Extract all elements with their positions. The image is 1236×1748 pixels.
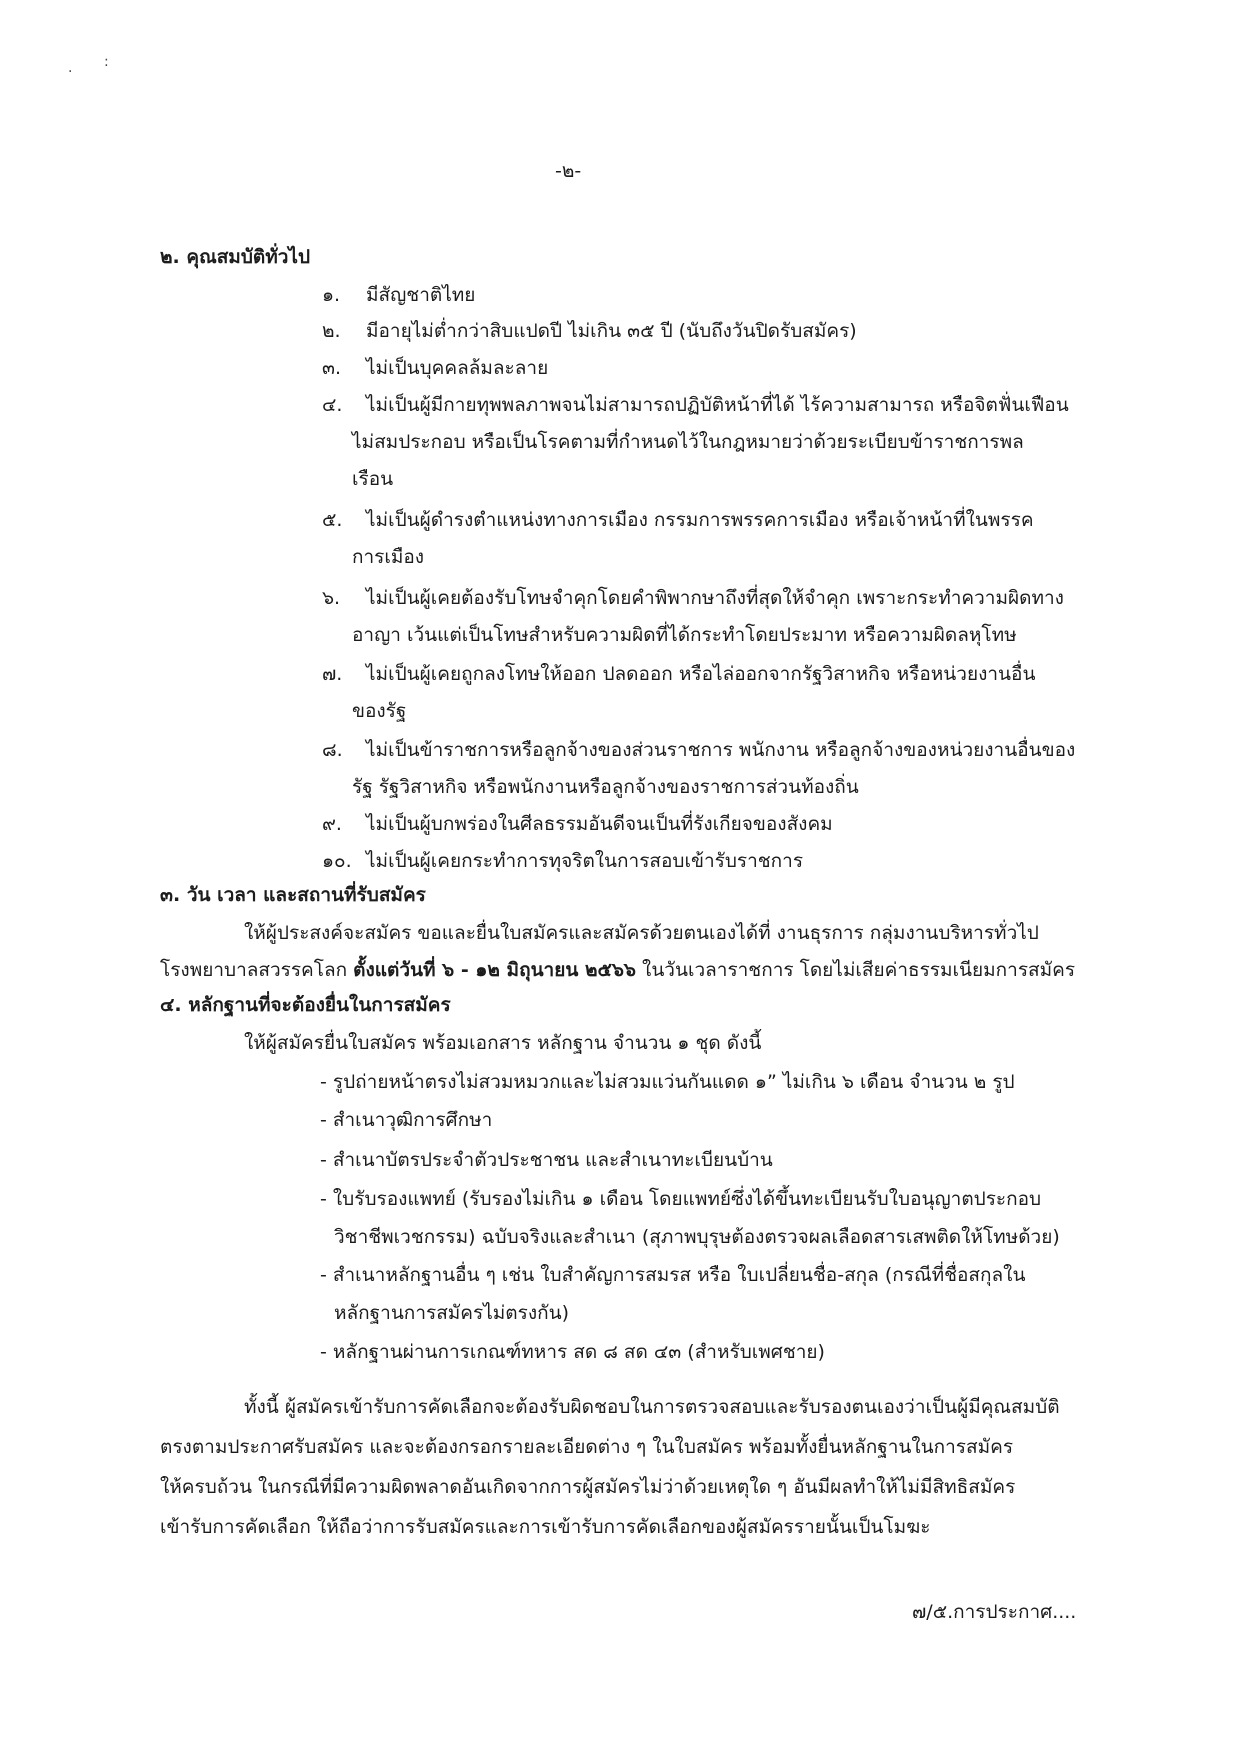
list-number: ๔. [322, 394, 343, 416]
scan-speck: : [104, 54, 109, 70]
application-period: ตั้งแต่วันที่ ๖ - ๑๒ มิถุนายน ๒๕๖๖ [353, 959, 636, 981]
paragraph-text: โรงพยาบาลสวรรคโลก [160, 959, 354, 981]
list-item-text: ไม่เป็นบุคคลล้มละลาย [366, 357, 549, 379]
paragraph-line [160, 955, 1075, 985]
list-item-text: ไม่เป็นผู้ดำรงตำแหน่งทางการเมือง กรรมการพรรคการเมือง หรือเจ้าหน้าที่ในพรรค [366, 509, 1034, 531]
list-item-text: ไม่สมประกอบ หรือเป็นโรคตามที่กำหนดไว้ในกฎหมายว่าด้วยระเบียบข้าราชการพล [352, 431, 1024, 453]
list-number: ๘. [322, 739, 343, 761]
bullet-item: - รูปถ่ายหน้าตรงไม่สวมหมวกและไม่สวมแว่นกันแดด ๑” ไม่เกิน ๖ เดือน จำนวน ๒ รูป [320, 1071, 1015, 1093]
list-number: ๒. [322, 320, 341, 342]
list-item-text: ไม่เป็นผู้เคยกระทำการทุจริตในการสอบเข้ารับราชการ [366, 850, 804, 872]
section-heading: ๓. วัน เวลา และสถานที่รับสมัคร [160, 884, 426, 906]
list-item-text: ไม่เป็นข้าราชการหรือลูกจ้างของส่วนราชการ พนักงาน หรือลูกจ้างของหน่วยงานอื่นของ [366, 739, 1076, 761]
continuation-note: ๗/๕.การประกาศ.... [912, 1601, 1077, 1623]
list-item-text: มีสัญชาติไทย [366, 284, 476, 306]
paragraph-line: เข้ารับการคัดเลือก ให้ถือว่าการรับสมัครและการเข้ารับการคัดเลือกของผู้สมัครรายนั้นเป็นโมฆะ [160, 1516, 931, 1538]
list-number: ๙. [322, 813, 342, 835]
list-number: ๓. [322, 357, 342, 379]
list-number: ๗. [322, 663, 343, 685]
list-number: ๕. [322, 509, 343, 531]
list-item-text: ไม่เป็นผู้มีกายทุพพลภาพจนไม่สามารถปฏิบัติหน้าที่ได้ ไร้ความสามารถ หรือจิตฟั่นเฟือน [366, 394, 1069, 416]
list-item-text: อาญา เว้นแต่เป็นโทษสำหรับความผิดที่ได้กระทำโดยประมาท หรือความผิดลหุโทษ [352, 624, 1017, 646]
list-number: ๖. [322, 587, 341, 609]
paragraph-text: ในวันเวลาราชการ โดยไม่เสียค่าธรรมเนียมการสมัคร [636, 959, 1076, 981]
paragraph-line: ทั้งนี้ ผู้สมัครเข้ารับการคัดเลือกจะต้องรับผิดชอบในการตรวจสอบและรับรองตนเองว่าเป็นผู้มีคุณสมบัติ [244, 1396, 1060, 1418]
list-item-text: มีอายุไม่ต่ำกว่าสิบแปดปี ไม่เกิน ๓๕ ปี (นับถึงวันปิดรับสมัคร) [366, 320, 857, 342]
list-number: ๑. [322, 284, 341, 306]
list-item-text: ไม่เป็นผู้บกพร่องในศีลธรรมอันดีจนเป็นที่รังเกียจของสังคม [366, 813, 833, 835]
bullet-item: - หลักฐานผ่านการเกณฑ์ทหาร สด ๘ สด ๔๓ (สำหรับเพศชาย) [320, 1341, 825, 1363]
paragraph-line: ให้ผู้สมัครยื่นใบสมัคร พร้อมเอกสาร หลักฐาน จำนวน ๑ ชุด ดังนี้ [244, 1032, 762, 1054]
scan-speck: · [68, 64, 73, 80]
paragraph-line: ให้ผู้ประสงค์จะสมัคร ขอและยื่นใบสมัครและสมัครด้วยตนเองได้ที่ งานธุรการ กลุ่มงานบริหารทั่วไป [244, 922, 1039, 944]
section-heading: ๔. หลักฐานที่จะต้องยื่นในการสมัคร [160, 994, 451, 1016]
list-item-text: ของรัฐ [352, 700, 407, 722]
bullet-item-continuation: หลักฐานการสมัครไม่ตรงกัน) [334, 1302, 570, 1324]
bullet-item: - สำเนาหลักฐานอื่น ๆ เช่น ใบสำคัญการสมรส หรือ ใบเปลี่ยนชื่อ-สกุล (กรณีที่ชื่อสกุลใน [320, 1264, 1026, 1286]
paragraph-line: ตรงตามประกาศรับสมัคร และจะต้องกรอกรายละเอียดต่าง ๆ ในใบสมัคร พร้อมทั้งยื่นหลักฐานในการสมัคร [160, 1436, 1014, 1458]
section-heading: ๒. คุณสมบัติทั่วไป [160, 246, 311, 268]
list-item-text: รัฐ รัฐวิสาหกิจ หรือพนักงานหรือลูกจ้างของราชการส่วนท้องถิ่น [352, 776, 859, 798]
bullet-item: - ใบรับรองแพทย์ (รับรองไม่เกิน ๑ เดือน โดยแพทย์ซึ่งได้ขึ้นทะเบียนรับใบอนุญาตประกอบ [320, 1188, 1042, 1210]
bullet-item-continuation: วิชาชีพเวชกรรม) ฉบับจริงและสำเนา (สุภาพบุรุษต้องตรวจผลเลือดสารเสพติดให้โทษด้วย) [334, 1226, 1060, 1248]
paragraph-line: ให้ครบถ้วน ในกรณีที่มีความผิดพลาดอันเกิดจากการผู้สมัครไม่ว่าด้วยเหตุใด ๆ อันมีผลทำให้ไม่มีสิทธิสมัคร [160, 1476, 1016, 1498]
bullet-item: - สำเนาวุฒิการศึกษา [320, 1109, 493, 1131]
list-number: ๑๐. [322, 850, 352, 872]
bullet-item: - สำเนาบัตรประจำตัวประชาชน และสำเนาทะเบียนบ้าน [320, 1149, 773, 1171]
list-item-text: ไม่เป็นผู้เคยถูกลงโทษให้ออก ปลดออก หรือไล่ออกจากรัฐวิสาหกิจ หรือหน่วยงานอื่น [366, 663, 1036, 685]
list-item-text: เรือน [352, 468, 394, 490]
list-item-text: การเมือง [352, 546, 425, 568]
list-item-text: ไม่เป็นผู้เคยต้องรับโทษจำคุกโดยคำพิพากษาถึงที่สุดให้จำคุก เพราะกระทำความผิดทาง [366, 587, 1064, 609]
page-number: -๒- [555, 160, 582, 182]
